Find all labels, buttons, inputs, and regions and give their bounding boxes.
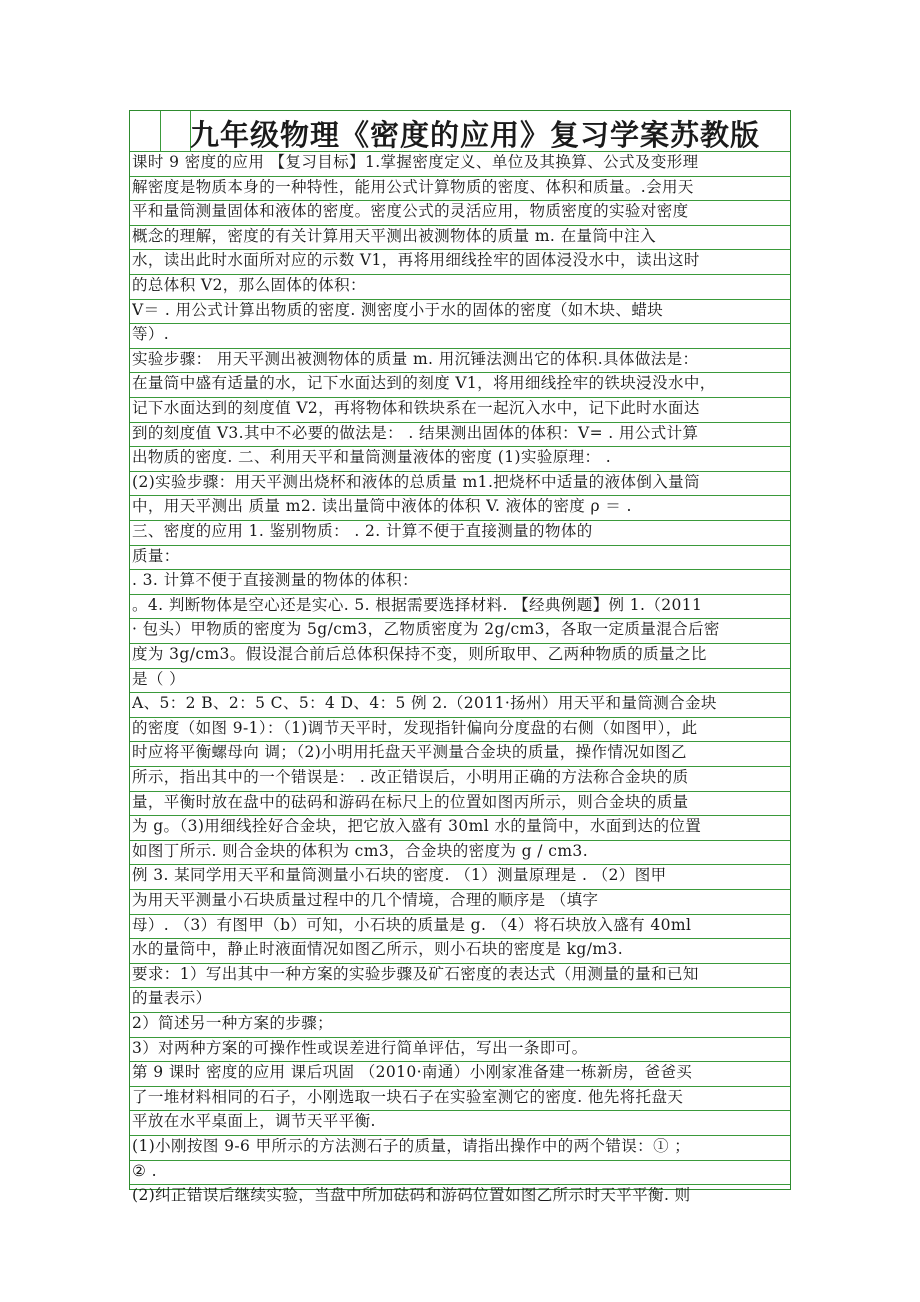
grid-line xyxy=(130,422,790,423)
grid-line xyxy=(130,889,790,890)
grid-line xyxy=(130,987,790,988)
grid-line xyxy=(130,1012,790,1013)
grid-line xyxy=(130,274,790,275)
text-line: 实验步骤： 用天平测出被测物体的质量 m. 用沉锤法测出它的体积.具体做法是： xyxy=(132,349,699,368)
grid-line xyxy=(130,1110,790,1111)
grid-line xyxy=(130,938,790,939)
grid-line xyxy=(130,643,790,644)
text-line: 出物质的密度. 二、利用天平和量筒测量液体的密度 (1)实验原理： . xyxy=(132,448,612,467)
text-line: · 包头）甲物质的密度为 5g/cm3，乙物质密度为 2g/cm3，各取一定质量混合后密 xyxy=(132,620,720,639)
text-line: 等）. xyxy=(132,325,170,344)
text-line: 到的刻度值 V3.其中不必要的做法是： . 结果测出固体的体积：V= . 用公式计算 xyxy=(132,423,699,442)
grid-line xyxy=(130,1184,790,1185)
grid-line xyxy=(130,225,790,226)
text-line: 水，读出此时水面所对应的示数 V1，再将用细线拴牢的固体浸没水中，读出这时 xyxy=(132,251,700,270)
grid-line xyxy=(130,348,790,349)
text-line: 所示，指出其中的一个错误是： . 改正错误后，小明用正确的方法称合金块的质 xyxy=(132,768,689,786)
text-line: 水的量筒中，静止时液面情况如图乙所示，则小石块的密度是 kg/m3. xyxy=(132,940,624,959)
text-line: 3）对两种方案的可操作性或误差进行简单评估，写出一条即可。 xyxy=(132,1038,588,1057)
text-line: 第 9 课时 密度的应用 课后巩固 （2010·南通）小刚家准备建一栋新房，爸爸买 xyxy=(132,1063,693,1082)
text-line: 概念的理解，密度的有关计算用天平测出被测物体的质量 m. 在量筒中注入 xyxy=(132,226,656,245)
grid-line xyxy=(130,151,790,152)
text-line: 时应将平衡螺母向 调；（2)小明用托盘天平测量合金块的质量，操作情况如图乙 xyxy=(132,743,687,762)
text-line: 2）简述另一种方案的步骤； xyxy=(132,1014,334,1032)
grid-line xyxy=(130,741,790,742)
text-line: 为 g。（3)用细线拴好合金块，把它放入盛有 30ml 水的量筒中，水面到达的位置 xyxy=(132,817,702,836)
text-line: 中，用天平测出 质量 m2. 读出量筒中液体的体积 V. 液体的密度 ρ ＝ . xyxy=(132,497,632,516)
grid-line xyxy=(130,299,790,300)
text-line: 课时 9 密度的应用 【复习目标】1.掌握密度定义、单位及其换算、公式及变形理 xyxy=(132,153,699,171)
text-line: (2)纠正错误后继续实验，当盘中所加砝码和游码位置如图乙所示时天平平衡. 则 xyxy=(132,1186,691,1205)
text-line: 为用天平测量小石块质量过程中的几个情境，合理的顺序是 （填字 xyxy=(132,891,599,909)
grid-line xyxy=(130,692,790,693)
grid-line xyxy=(130,495,790,496)
grid-line xyxy=(130,1061,790,1062)
text-line: 质量： xyxy=(132,546,180,565)
grid-line xyxy=(130,569,790,570)
text-line: 的总体积 V2，那么固体的体积： xyxy=(132,276,366,294)
text-line: V＝ . 用公式计算出物质的密度. 测密度小于水的固体的密度（如木块、蜡块 xyxy=(132,300,664,319)
grid-line xyxy=(130,372,790,373)
document-page xyxy=(129,110,791,1205)
text-line: 三、密度的应用 1. 鉴别物质： . 2. 计算不便于直接测量的物体的 xyxy=(132,522,593,540)
text-line: 母）. （3）有图甲（b）可知，小石块的质量是 g. （4）将石块放入盛有 40ml xyxy=(132,915,692,934)
grid-line xyxy=(160,111,161,151)
grid-line xyxy=(130,323,790,324)
text-line: . 3. 计算不便于直接测量的物体的体积： xyxy=(132,571,418,590)
text-line: 要求：1）写出其中一种方案的实验步骤及矿石密度的表达式（用测量的量和已知 xyxy=(132,964,699,983)
text-line: A、5：2 B、2：5 C、5：4 D、4：5 例 2.（2011·扬州）用天平和量筒测合金块 xyxy=(132,694,717,713)
grid-line xyxy=(130,766,790,767)
text-line: 了一堆材料相同的石子，小刚选取一块石子在实验室测它的密度. 他先将托盘天 xyxy=(132,1087,684,1106)
text-line: 解密度是物质本身的一种特性，能用公式计算物质的密度、体积和质量。.会用天 xyxy=(132,177,694,196)
grid-line xyxy=(130,717,790,718)
grid-line xyxy=(130,471,790,472)
page-title: 九年级物理《密度的应用》复习学案苏教版 xyxy=(190,118,761,152)
grid-line xyxy=(130,1160,790,1161)
text-line: 例 3. 某同学用天平和量筒测量小石块的密度. （1）测量原理是 . （2）图甲 xyxy=(132,866,667,885)
text-line: 平放在水平桌面上，调节天平平衡. xyxy=(132,1112,376,1131)
grid-line xyxy=(130,200,790,201)
text-line: 的量表示） xyxy=(132,989,212,1008)
text-line: 记下水面达到的刻度值 V2，再将物体和铁块系在一起沉入水中，记下此时水面达 xyxy=(132,399,700,417)
grid-line xyxy=(130,1135,790,1136)
text-line: 如图丁所示. 则合金块的体积为 cm3，合金块的密度为 g / cm3. xyxy=(132,841,589,860)
grid-line xyxy=(130,594,790,595)
grid-line xyxy=(130,914,790,915)
grid-line xyxy=(130,864,790,865)
grid-line xyxy=(130,545,790,546)
text-line: (2)实验步骤：用天平测出烧杯和液体的总质量 m1.把烧杯中适量的液体倒入量筒 xyxy=(132,472,700,491)
grid-line xyxy=(130,520,790,521)
grid-line xyxy=(130,840,790,841)
text-line: 的密度（如图 9-1）：（1)调节天平时，发现指针偏向分度盘的右侧（如图甲），此 xyxy=(132,718,698,737)
grid-line xyxy=(130,815,790,816)
text-line: 度为 3g/cm3。假设混合前后总体积保持不变，则所取甲、乙两种物质的质量之比 xyxy=(132,645,707,663)
grid-line xyxy=(130,668,790,669)
text-line: ② . xyxy=(132,1161,157,1180)
text-line: 平和量筒测量固体和液体的密度。密度公式的灵活应用，物质密度的实验对密度 xyxy=(132,202,689,221)
grid-line xyxy=(130,249,790,250)
grid-line xyxy=(130,446,790,447)
grid-line xyxy=(130,963,790,964)
grid-line xyxy=(130,397,790,398)
grid-line xyxy=(130,1086,790,1087)
grid-line xyxy=(130,791,790,792)
text-line: (1)小刚按图 9-6 甲所示的方法测石子的质量，请指出操作中的两个错误：① ； xyxy=(132,1137,691,1155)
text-line: 。4. 判断物体是空心还是实心. 5. 根据需要选择材料. 【经典例题】例 1.（2011 xyxy=(132,595,703,614)
grid-line xyxy=(130,1037,790,1038)
text-line: 在量筒中盛有适量的水，记下水面达到的刻度 V1，将用细线拴牢的铁块浸没水中， xyxy=(132,374,716,393)
text-line: 量，平衡时放在盘中的砝码和游码在标尺上的位置如图丙所示，则合金块的质量 xyxy=(132,792,689,811)
text-line: 是（ ） xyxy=(132,669,186,688)
grid-line xyxy=(130,618,790,619)
grid-line xyxy=(130,176,790,177)
